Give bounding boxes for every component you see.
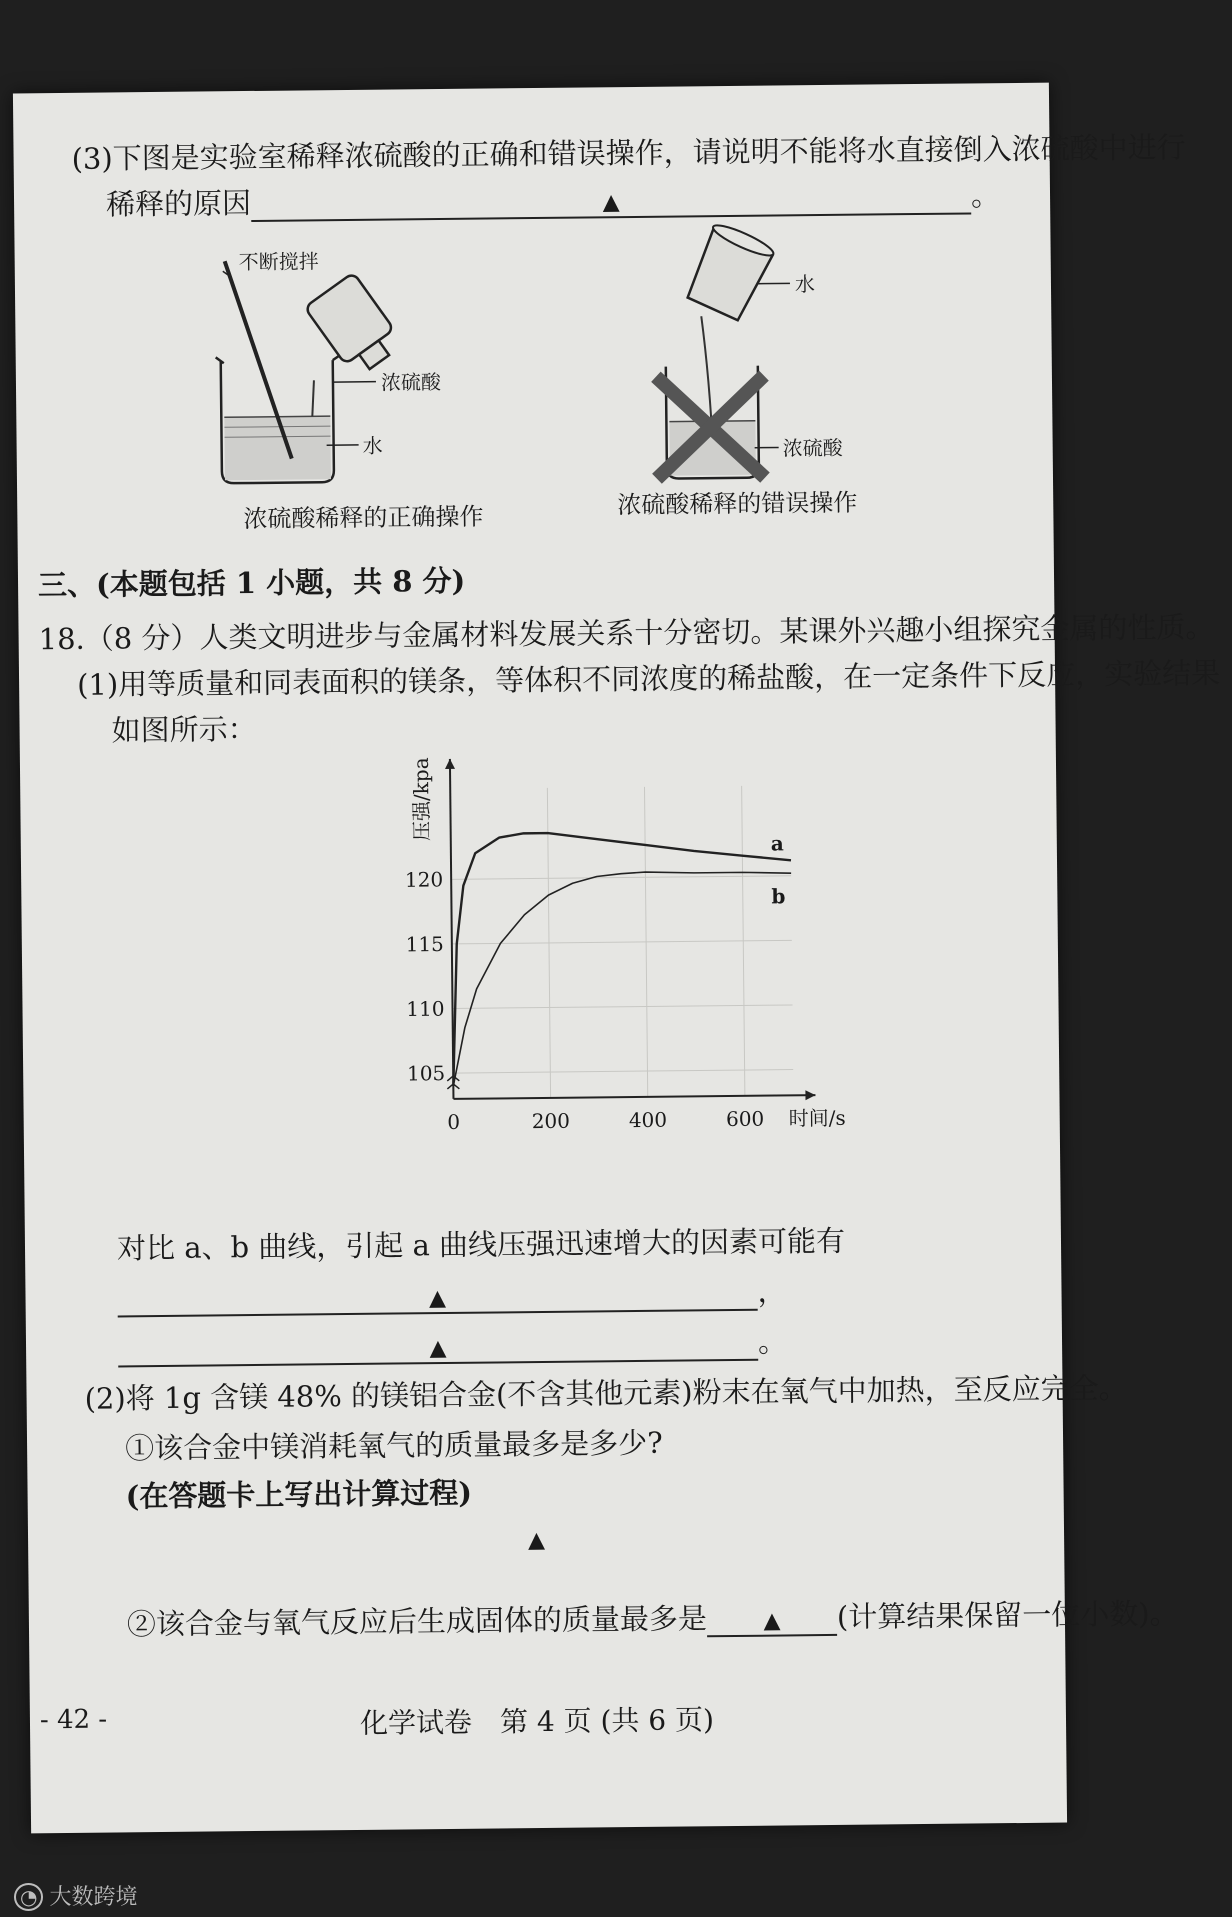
y-axis-label: 压强/kpa xyxy=(408,757,434,842)
exam-page xyxy=(13,83,1221,1834)
grid-line-y xyxy=(451,876,791,880)
dilution-figure xyxy=(134,214,897,522)
answer-blank[interactable]: ▲ xyxy=(251,178,971,222)
watermark-icon: ◔ xyxy=(14,1883,43,1911)
compare-text: 对比 a、b 曲线，引起 a 曲线压强迅速增大的因素可能有 xyxy=(116,1223,846,1266)
answer-blank-1[interactable]: ▲ xyxy=(117,1275,757,1318)
grid-line-y xyxy=(453,1005,793,1009)
answer-blank-2[interactable]: ▲ xyxy=(118,1325,758,1368)
series-line-b xyxy=(451,871,793,1086)
wrong-beaker-diagram xyxy=(654,220,792,479)
x-axis xyxy=(453,1095,815,1099)
acid-label-left: 浓硫酸 xyxy=(380,370,442,395)
part1-line1: (1)用等质量和同表面积的镁条，等体积不同浓度的稀盐酸，在一定条件下反应，实验结果 xyxy=(76,655,1221,702)
page-number: - 42 - xyxy=(39,1704,108,1736)
series-label-b: b xyxy=(771,884,786,909)
y-tick-label: 105 xyxy=(406,1061,446,1086)
watermark-logo: ◔ 大数跨境 xyxy=(14,1880,137,1911)
x-axis-label: 时间/s xyxy=(788,1105,846,1131)
question18-intro: 18.（8 分）人类文明进步与金属材料发展关系十分密切。某课外兴趣小组探究金属的性质。 xyxy=(38,609,1215,657)
y-axis xyxy=(450,759,454,1099)
question3-line1: (3)下图是实验室稀释浓硫酸的正确和错误操作，请说明不能将水直接倒入浓硫酸中进行 xyxy=(71,130,1186,176)
chart-series xyxy=(451,831,794,1086)
chart-ticks xyxy=(405,864,764,1134)
footer-title: 化学试卷 第 4 页 (共 6 页) xyxy=(359,1703,715,1740)
y-axis-arrow xyxy=(445,759,455,769)
blank2-line: ▲ 。 xyxy=(118,1319,787,1367)
series-line-a xyxy=(451,831,794,1086)
caption-correct: 浓硫酸稀释的正确操作 xyxy=(243,502,484,534)
y-tick-label: 115 xyxy=(405,932,444,957)
chart-axes xyxy=(444,755,816,1104)
stir-label: 不断搅拌 xyxy=(238,249,319,275)
y-tick-label: 110 xyxy=(406,996,445,1021)
part1-line2: 如图所示： xyxy=(111,711,257,748)
x-tick-label: 0 xyxy=(447,1109,461,1134)
sub2-line: ②该合金与氧气反应后生成固体的质量最多是 ▲ (计算结果保留一位小数)。 xyxy=(126,1596,1179,1642)
water-label-right: 水 xyxy=(794,272,816,297)
acid-label-right: 浓硫酸 xyxy=(782,435,843,461)
pressure-time-chart xyxy=(380,745,846,1170)
x-tick-label: 400 xyxy=(628,1107,668,1133)
water-label-left: 水 xyxy=(362,433,383,458)
series-label-a: a xyxy=(770,831,784,856)
caption-wrong: 浓硫酸稀释的错误操作 xyxy=(617,488,858,520)
section-heading: 三、(本题包括 1 小题，共 8 分) xyxy=(37,563,466,603)
sub1-note: (在答题卡上写出计算过程) xyxy=(125,1475,473,1514)
x-axis-arrow xyxy=(805,1090,815,1100)
x-tick-label: 600 xyxy=(725,1106,765,1132)
x-tick-label: 200 xyxy=(531,1108,571,1134)
y-tick-label: 120 xyxy=(404,867,444,892)
part2-text: (2)将 1g 含镁 48% 的镁铝合金(不含其他元素)粉末在氧气中加热，至反应完全。 xyxy=(84,1370,1128,1416)
answer-blank-3[interactable]: ▲ xyxy=(707,1600,837,1637)
sub1-marker: ▲ xyxy=(527,1527,546,1554)
blank1-line: ▲ ， xyxy=(117,1269,786,1317)
grid-line-y xyxy=(453,1070,793,1074)
question3-line2: 稀释的原因 ▲ 。 xyxy=(105,178,1001,222)
sub1-text: ①该合金中镁消耗氧气的质量最多是多少? xyxy=(124,1425,663,1466)
